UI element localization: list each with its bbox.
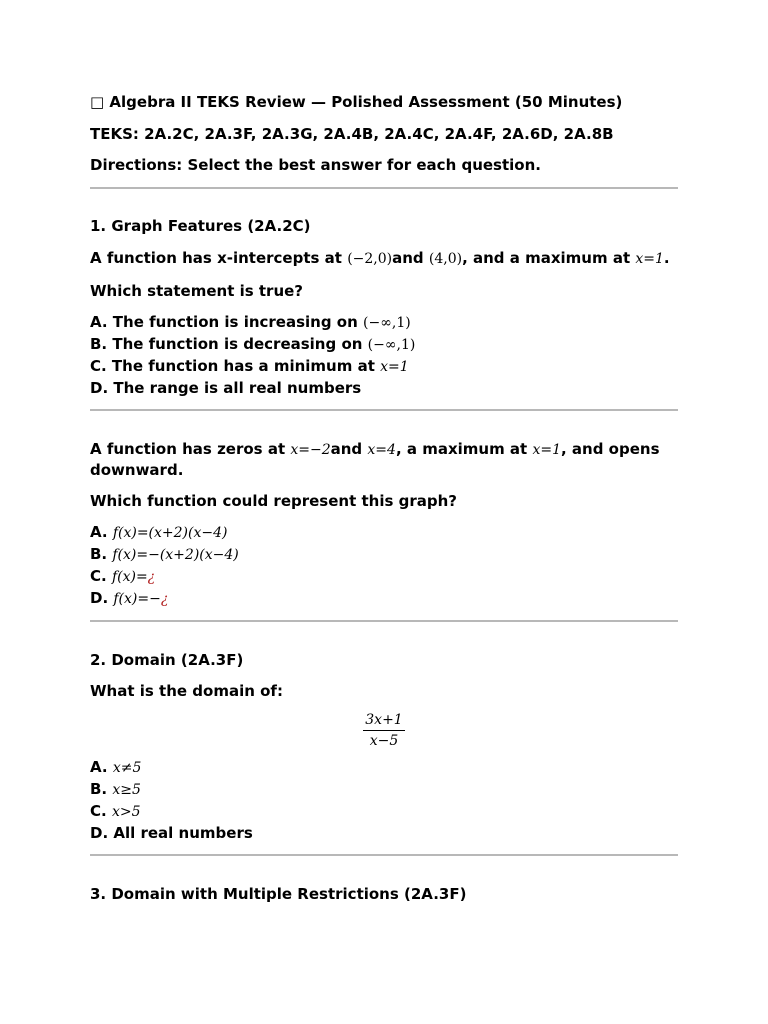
section-divider: [90, 854, 678, 856]
q1-heading: 1. Graph Features (2A.2C): [90, 217, 311, 235]
q1-option-c-text: C. The function has a minimum at: [90, 357, 381, 375]
q1b-option-b[interactable]: [90, 544, 678, 566]
q1b-option-d-error-glyph: ¿: [160, 591, 169, 607]
q1b-option-c-label: C.: [90, 567, 112, 585]
q2-option-b-math: x≥5: [112, 782, 141, 798]
q1-stem-c: , and a maximum at: [462, 249, 636, 267]
q1-math-b: (4,0): [428, 251, 463, 267]
q2-fraction: [90, 712, 678, 749]
q1b-math-a: x=−2: [290, 442, 331, 458]
q1-stem-a: A function has x-intercepts at: [90, 249, 348, 267]
q2-heading: 2. Domain (2A.3F): [90, 651, 244, 669]
q2-option-c-label: C.: [90, 802, 112, 820]
doc-icon: □: [90, 93, 105, 111]
q1-option-b-text: B. The function is decreasing on: [90, 335, 368, 353]
q1-option-c[interactable]: [90, 356, 678, 378]
q1-option-a-math: (−∞,1): [363, 315, 411, 331]
section-divider: [90, 187, 678, 189]
q1b-option-b-label: B.: [90, 545, 113, 563]
assessment-content: [90, 90, 678, 904]
q1-stem-b: and: [392, 249, 429, 267]
q1-math-c: x=1: [635, 251, 664, 267]
q1b-option-a[interactable]: [90, 522, 678, 544]
q1b-prompt: Which function could represent this graph?: [90, 492, 457, 510]
q1-stem: [90, 248, 678, 269]
q2-option-c[interactable]: [90, 801, 678, 823]
q1b-option-d-label: D.: [90, 589, 114, 607]
q1b-option-c[interactable]: [90, 566, 678, 588]
page-title-text: Algebra II TEKS Review — Polished Assessment (50 Minutes): [109, 93, 623, 111]
q2-option-c-math: x>5: [111, 804, 141, 820]
teks-list: TEKS: 2A.2C, 2A.3F, 2A.3G, 2A.4B, 2A.4C, 2A.4F, 2A.6D, 2A.8B: [90, 125, 614, 143]
page-title: [90, 92, 678, 112]
q1-prompt: Which statement is true?: [90, 282, 304, 300]
q2-prompt: What is the domain of:: [90, 682, 283, 700]
q1b-option-b-math: f(x)=−(x+2)(x−4): [112, 547, 239, 563]
q1b-option-c-math: f(x)=: [111, 569, 148, 585]
q2-option-b-label: B.: [90, 780, 113, 798]
q3-heading: 3. Domain with Multiple Restrictions (2A.3F): [90, 885, 467, 903]
q1-option-a-text: A. The function is increasing on: [90, 313, 364, 331]
q1b-stem: [90, 439, 678, 480]
q2-option-d[interactable]: [90, 823, 678, 844]
q1b-stem-a: A function has zeros at: [90, 440, 291, 458]
q1-option-b[interactable]: [90, 334, 678, 356]
q1b-option-a-label: A.: [90, 523, 113, 541]
q1b-options: [90, 522, 678, 610]
q1b-option-d-math: f(x)=−: [113, 591, 161, 607]
q2-option-d-text: D. All real numbers: [90, 824, 253, 842]
q1-option-d[interactable]: [90, 378, 678, 399]
q1-stem-d: .: [663, 249, 670, 267]
fraction-denominator: x−5: [369, 733, 399, 749]
q2-option-b[interactable]: [90, 779, 678, 801]
q2-options: [90, 757, 678, 844]
q1b-option-a-math: f(x)=(x+2)(x−4): [112, 525, 228, 541]
q1b-option-c-error-glyph: ¿: [147, 569, 156, 585]
section-divider: [90, 620, 678, 622]
q1-option-d-text: D. The range is all real numbers: [90, 379, 362, 397]
q2-option-a[interactable]: [90, 757, 678, 779]
q1b-math-b: x=4: [367, 442, 396, 458]
section-divider: [90, 409, 678, 411]
directions: Directions: Select the best answer for each question.: [90, 156, 541, 174]
fraction-numerator: 3x+1: [363, 712, 404, 731]
fraction: [363, 712, 404, 749]
q2-option-a-label: A.: [90, 758, 113, 776]
q1b-option-d[interactable]: [90, 588, 678, 610]
q1-option-b-math: (−∞,1): [367, 337, 416, 353]
q1b-stem-c: , a maximum at: [395, 440, 533, 458]
q1b-stem-b: and: [330, 440, 368, 458]
q1-math-a: (−2,0): [347, 251, 393, 267]
q1b-math-c: x=1: [532, 442, 561, 458]
q1-options: [90, 312, 678, 399]
q2-option-a-math: x≠5: [112, 760, 142, 776]
q1-option-a[interactable]: [90, 312, 678, 334]
q1b-stem-d: , and opens downward.: [90, 440, 660, 479]
q1-option-c-math: x=1: [380, 359, 409, 375]
